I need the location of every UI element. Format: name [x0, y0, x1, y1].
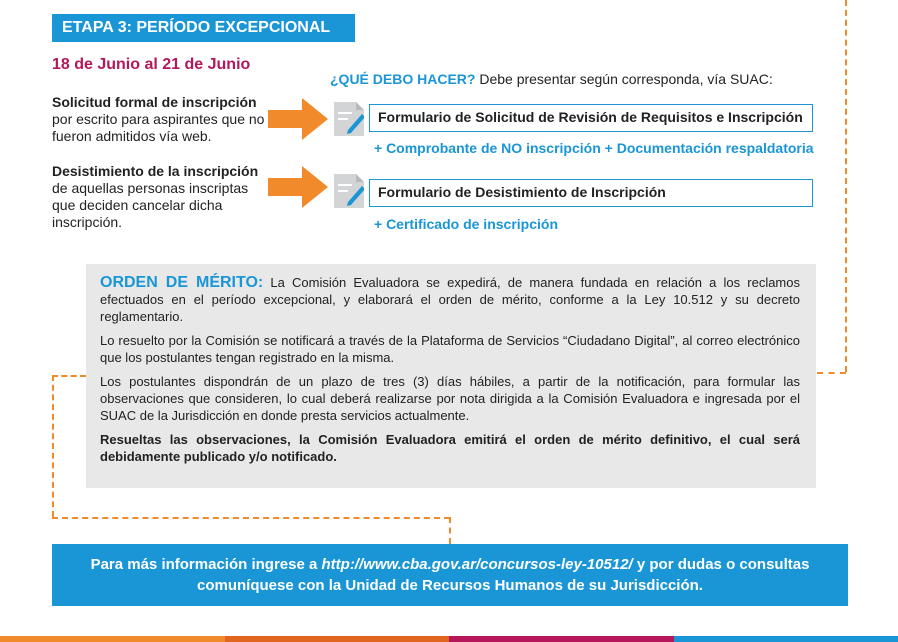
info-url-link[interactable]: http://www.cba.gov.ar/concursos-ley-10512/ [321, 556, 633, 573]
what-todo-label: ¿QUÉ DEBO HACER? [330, 71, 476, 87]
form-review-inscription: Formulario de Solicitud de Revisión de Requisitos e Inscripción [369, 104, 813, 132]
merit-paragraph-1: La Comisión Evaluadora se expedirá, de manera fundada en relación a los reclamos efectuados en el período excepcional, y elaborará el orden de mérito, conforme a la Ley 10.512 y su decreto reglamentario. [100, 275, 800, 324]
document-edit-icon [334, 102, 364, 136]
connector-top-right [845, 0, 847, 372]
footer-stripe-dark-orange [225, 636, 450, 642]
connector-bottom-drop [449, 517, 451, 544]
arrow-right-icon [268, 166, 328, 208]
connector-left-horizontal [52, 375, 86, 377]
document-edit-icon [334, 174, 364, 208]
connector-right-horizontal [817, 372, 846, 374]
what-todo-text: Debe presentar según corresponda, vía SUAC: [475, 71, 773, 87]
requirements-withdraw: + Certificado de inscripción [374, 216, 558, 232]
merit-paragraph-3: Los postulantes dispondrán de un plazo de tres (3) días hábiles, a partir de la notificación, para formular las observaciones que consideren, lo cual deberá realizarse por nota dirigida a la Comisión Evaluadora e ingresada por el SUAC de la Jurisdicción en donde presta servicios actualmente. [100, 374, 800, 423]
merit-paragraph-4: Resueltas las observaciones, la Comisión Evaluadora emitirá el orden de mérito definitivo, el cual será debidamente publicado y/o notificado. [100, 432, 800, 464]
merit-paragraph-2: Lo resuelto por la Comisión se notificará a través de la Plataforma de Servicios “Ciudadano Digital”, al correo electrónico que los postulantes tengan registrado en la misma. [100, 333, 800, 365]
requirements-review: + Comprobante de NO inscripción + Documentación respaldatoria [374, 140, 814, 156]
footer-stripe-blue [674, 636, 898, 642]
stage-banner: ETAPA 3: PERÍODO EXCEPCIONAL [52, 14, 355, 42]
action-title: Solicitud formal de inscripción [52, 94, 257, 110]
date-range: 18 de Junio al 21 de Junio [52, 56, 251, 73]
action-description: por escrito para aspirantes que no fueron admitidos vía web. [52, 111, 265, 144]
connector-left-vertical [52, 375, 54, 517]
info-prefix: Para más información ingrese a [90, 556, 322, 573]
merit-order-box [86, 264, 816, 488]
footer-stripe-orange [0, 636, 225, 642]
arrow-right-icon [268, 98, 328, 140]
form-withdraw-inscription: Formulario de Desistimiento de Inscripción [369, 179, 813, 207]
info-banner [52, 544, 848, 606]
footer-stripe-magenta [449, 636, 674, 642]
action-withdraw-inscription [52, 163, 267, 231]
info-suffix: y por dudas o consultas comuníquese con la Unidad de Recursos Humanos de su Jurisdicción. [197, 556, 810, 594]
action-description: de aquellas personas inscriptas que deciden cancelar dicha inscripción. [52, 180, 249, 230]
action-request-inscription [52, 94, 267, 145]
action-title: Desistimiento de la inscripción [52, 163, 259, 179]
footer-color-stripe [0, 636, 898, 642]
merit-title: ORDEN DE MÉRITO: [100, 274, 264, 291]
what-todo [330, 71, 773, 87]
connector-bottom-horizontal [52, 517, 450, 519]
